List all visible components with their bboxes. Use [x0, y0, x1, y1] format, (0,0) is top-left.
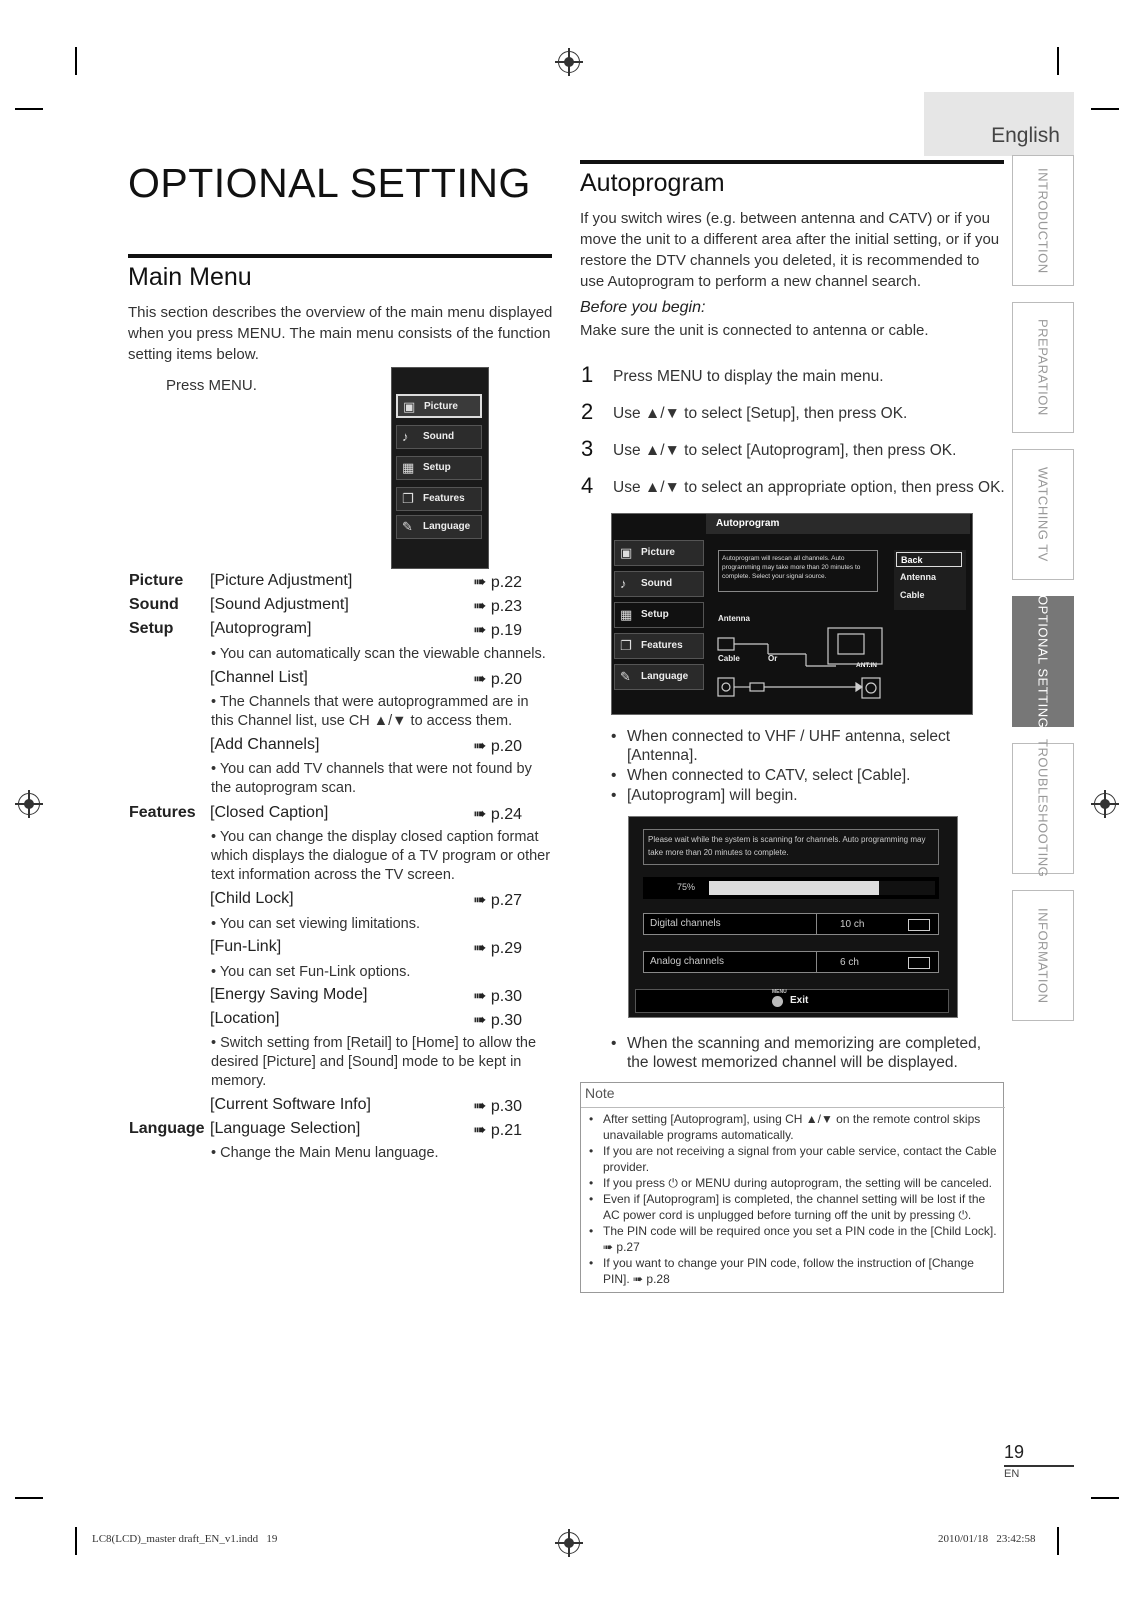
analog-channels-row: Analog channels 6 ch	[643, 951, 939, 973]
option-cable[interactable]: Cable	[900, 590, 925, 600]
language-tab-label: English	[991, 124, 1060, 147]
picture-icon: ▣	[403, 399, 416, 414]
setup-icon: ▦	[620, 607, 633, 622]
scan-message: Please wait while the system is scanning for channels. Auto programming may take more than 20 minutes to complete.	[643, 829, 939, 865]
tab-watching-tv[interactable]: WATCHING TV	[1012, 449, 1074, 580]
setup-icon: ▦	[402, 460, 415, 475]
autoprogram-heading: Autoprogram	[580, 169, 725, 197]
divider	[816, 952, 817, 972]
channel-box-icon	[908, 919, 930, 931]
list-item: [Location] ➠ p.30	[210, 1010, 522, 1029]
arrow-icon: ➠	[473, 1122, 487, 1139]
tab-troubleshooting[interactable]: TROUBLESHOOTING	[1012, 743, 1074, 874]
tab-information[interactable]: INFORMATION	[1012, 890, 1074, 1021]
item-description: • Change the Main Menu language.	[211, 1145, 439, 1161]
crop-mark	[1057, 1527, 1059, 1555]
sound-icon: ♪	[402, 429, 409, 444]
bullet-item: • When connected to VHF / UHF antenna, select [Antenna].	[611, 728, 951, 764]
registration-mark-icon	[558, 1532, 580, 1554]
footer-filename: LC8(LCD)_master draft_EN_v1.indd 19	[92, 1533, 278, 1545]
bullet-item: • When connected to CATV, select [Cable].	[611, 767, 911, 784]
list-item: [Current Software Info] ➠ p.30	[210, 1096, 522, 1115]
autoprogram-osd	[611, 513, 973, 715]
divider	[1004, 1465, 1074, 1467]
page-number: 19	[1004, 1442, 1025, 1462]
list-item: Features [Closed Caption] ➠ p.24	[129, 804, 522, 823]
exit-bar[interactable]	[635, 989, 949, 1013]
note-item: • After setting [Autoprogram], using CH ▲/▼ on the remote control skips unavailable programs automatically.	[589, 1112, 981, 1142]
item-description: • Switch setting from [Retail] to [Home] to allow the desired [Picture] and [Sound] mode to be kept in memory.	[211, 1035, 537, 1089]
list-item: Sound [Sound Adjustment] ➠ p.23	[129, 596, 522, 615]
list-item: [Channel List] ➠ p.20	[210, 669, 522, 688]
note-title: Note	[585, 1085, 615, 1101]
language-icon: ✎	[402, 519, 413, 534]
note-item: • If you are not receiving a signal from your cable service, contact the Cable provider.	[589, 1144, 997, 1174]
before-label: Before you begin:	[580, 299, 706, 316]
osd-item-language[interactable]: ✎ Language	[614, 664, 704, 690]
exit-label: Exit	[790, 995, 809, 1006]
menu-button-icon	[772, 996, 783, 1007]
progress-bar	[709, 881, 879, 895]
osd-item-language[interactable]: ✎ Language	[396, 515, 482, 539]
main-menu-osd	[391, 367, 489, 569]
language-icon: ✎	[620, 669, 631, 684]
diagram-label-or: Or	[768, 654, 778, 663]
channel-box-icon	[908, 957, 930, 969]
before-text: Make sure the unit is connected to antenna or cable.	[580, 322, 929, 339]
osd-item-features[interactable]: ❐ Features	[396, 487, 482, 511]
tab-introduction[interactable]: INTRODUCTION	[1012, 155, 1074, 286]
option-antenna[interactable]: Antenna	[900, 572, 936, 582]
section-rule	[128, 254, 552, 258]
crop-mark	[1091, 108, 1119, 110]
osd-item-picture[interactable]: ▣ Picture	[614, 540, 704, 566]
arrow-icon: ➠	[473, 622, 487, 639]
note-item: • If you want to change your PIN code, follow the instruction of [Change PIN]. ➠ p.28	[589, 1256, 974, 1286]
arrow-icon: ➠	[473, 988, 487, 1005]
progress-track	[709, 881, 935, 895]
arrow-icon: ➠	[473, 1012, 487, 1029]
osd-title: Autoprogram	[706, 514, 970, 534]
press-menu-text: Press MENU.	[166, 377, 257, 394]
crop-mark	[75, 1527, 77, 1555]
note-item: • The PIN code will be required once you set a PIN code in the [Child Lock]. ➠ p.27	[589, 1224, 997, 1254]
diagram-label-cable: Cable	[718, 654, 740, 663]
autoprogram-intro: If you switch wires (e.g. between antenna and CATV) or if you move the unit to a different area after the initial setting, or if you restore the DTV channels you deleted, it is recommended to use Autoprogram to perform a new channel search.	[580, 210, 1000, 290]
osd-item-setup[interactable]: ▦ Setup	[396, 456, 482, 480]
list-item: [Add Channels] ➠ p.20	[210, 736, 522, 755]
item-description: • You can set viewing limitations.	[211, 916, 420, 932]
progress-row	[643, 877, 939, 899]
osd-item-picture[interactable]: ▣ Picture	[396, 394, 482, 418]
bullet-item: • [Autoprogram] will begin.	[611, 787, 798, 804]
crop-mark	[15, 108, 43, 110]
features-icon: ❐	[620, 638, 632, 653]
arrow-icon: ➠	[473, 806, 487, 823]
features-icon: ❐	[402, 491, 414, 506]
connection-diagram-icon	[716, 624, 886, 704]
section-rule	[580, 160, 1004, 164]
arrow-icon: ➠	[473, 892, 487, 909]
diagram-label-antenna: Antenna	[718, 614, 750, 623]
note-item: • If you press ⏻ or MENU during autoprogram, the setting will be canceled.	[589, 1176, 993, 1190]
bullet-item: • When the scanning and memorizing are completed, the lowest memorized channel will be displayed.	[611, 1035, 982, 1071]
arrow-icon: ➠	[473, 940, 487, 957]
note-box	[580, 1082, 1004, 1293]
arrow-icon: ➠	[473, 574, 487, 591]
item-description: • The Channels that were autoprogrammed are in this Channel list, use CH ▲/▼ to access them.	[211, 694, 529, 729]
osd-item-setup[interactable]: ▦ Setup	[614, 602, 704, 628]
main-menu-heading: Main Menu	[128, 263, 252, 291]
page-title: OPTIONAL SETTING	[128, 160, 531, 206]
scanning-osd	[628, 816, 958, 1018]
registration-mark-icon	[558, 51, 580, 73]
picture-icon: ▣	[620, 545, 633, 560]
tab-preparation[interactable]: PREPARATION	[1012, 302, 1074, 433]
osd-message: Autoprogram will rescan all channels. Auto programming may take more than 20 minutes to complete. Select your signal source.	[718, 550, 878, 592]
crop-mark	[15, 1497, 43, 1499]
arrow-icon: ➠	[473, 598, 487, 615]
note-item: • Even if [Autoprogram] is completed, the channel setting will be lost if the AC power cord is unplugged before turning off the unit by pressing ⏻.	[589, 1192, 986, 1222]
list-item: [Child Lock] ➠ p.27	[210, 890, 522, 909]
language-tab	[924, 92, 1074, 156]
arrow-icon: ➠	[473, 738, 487, 755]
list-item: [Energy Saving Mode] ➠ p.30	[210, 986, 522, 1005]
page-language: EN	[1004, 1468, 1020, 1480]
divider	[816, 914, 817, 934]
list-item: Language [Language Selection] ➠ p.21	[129, 1120, 522, 1139]
tab-optional-setting[interactable]: OPTIONAL SETTING	[1012, 596, 1074, 727]
item-description: • You can automatically scan the viewable channels.	[211, 646, 546, 662]
digital-channels-row: Digital channels 10 ch	[643, 913, 939, 935]
item-description: • You can add TV channels that were not found by the autoprogram scan.	[211, 761, 532, 796]
list-item: Picture [Picture Adjustment] ➠ p.22	[129, 572, 522, 591]
crop-mark	[1091, 1497, 1119, 1499]
footer-date: 2010/01/18 23:42:58	[938, 1533, 1036, 1545]
registration-mark-icon	[18, 793, 40, 815]
registration-mark-icon	[1094, 793, 1116, 815]
crop-mark	[75, 47, 77, 75]
progress-label: 75%	[677, 882, 696, 892]
menu-key-label: MENU	[772, 989, 787, 995]
osd-item-sound[interactable]: ♪ Sound	[614, 571, 704, 597]
osd-item-features[interactable]: ❐ Features	[614, 633, 704, 659]
list-item: Setup [Autoprogram] ➠ p.19	[129, 620, 522, 639]
item-description: • You can set Fun-Link options.	[211, 964, 411, 980]
main-menu-intro: This section describes the overview of the main menu displayed when you press MENU. The main menu consists of the function setting items below.	[128, 304, 553, 363]
option-back[interactable]: Back	[896, 552, 962, 567]
osd-item-sound[interactable]: ♪ Sound	[396, 425, 482, 449]
sound-icon: ♪	[620, 576, 627, 591]
osd-options	[894, 550, 966, 610]
diagram-label-antin: ANT.IN	[856, 662, 877, 669]
list-item: [Fun-Link] ➠ p.29	[210, 938, 522, 957]
divider	[581, 1107, 1005, 1108]
item-description: • You can change the display closed caption format which displays the dialogue of a TV program or other text information across the TV screen.	[211, 829, 551, 883]
crop-mark	[1057, 47, 1059, 75]
arrow-icon: ➠	[473, 1098, 487, 1115]
arrow-icon: ➠	[473, 671, 487, 688]
